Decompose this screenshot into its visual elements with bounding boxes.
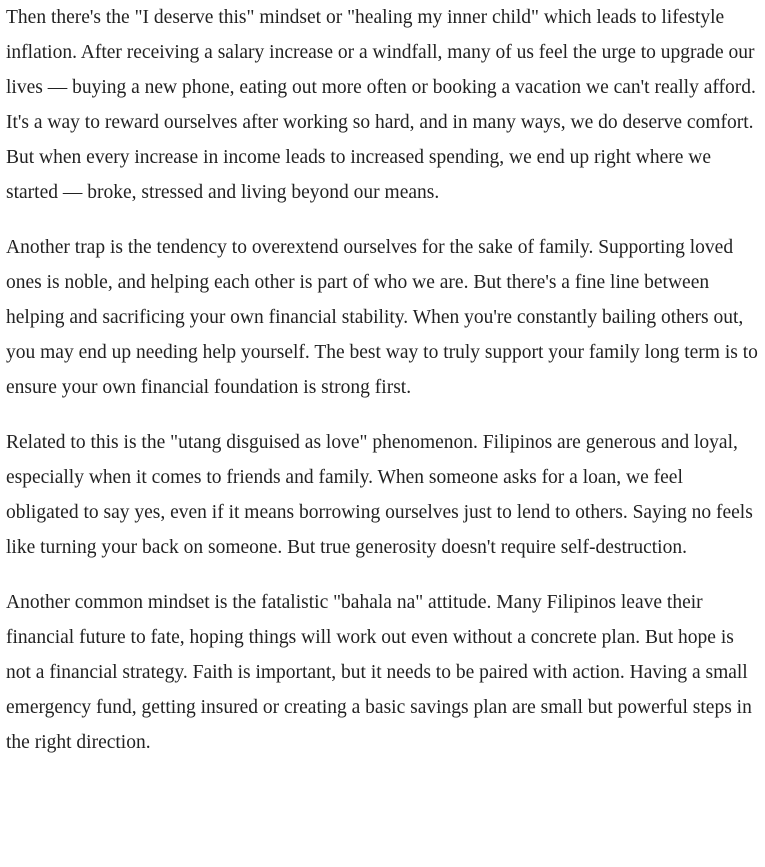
- article-paragraph-1: Then there's the "I deserve this" mindset or "healing my inner child" which leads to lifestyle inflation. After receiving a salary increase or a windfall, many of us feel the urge to upgrade our lives — buying a new phone, eating out more often or booking a vacation we can't really afford. It's a way to reward ourselves after working so hard, and in many ways, we do deserve comfort. But when every increase in income leads to increased spending, we end up right where we started — broke, stressed and living beyond our means.: [6, 7, 756, 203]
- article-paragraph-2: Another trap is the tendency to overextend ourselves for the sake of family. Supporting loved ones is noble, and helping each other is part of who we are. But there's a fine line between helping and sacrificing your own financial stability. When you're constantly bailing others out, you may end up needing help yourself. The best way to truly support your family long term is to ensure your own financial foundation is strong first.: [6, 237, 758, 398]
- article-paragraph-4: Another common mindset is the fatalistic "bahala na" attitude. Many Filipinos leave their financial future to fate, hoping things will work out even without a concrete plan. But hope is not a financial strategy. Faith is important, but it needs to be paired with action. Having a small emergency fund, getting insured or creating a basic savings plan are small but powerful steps in the right direction.: [6, 592, 752, 753]
- article-paragraph-3: Related to this is the "utang disguised as love" phenomenon. Filipinos are generous and loyal, especially when it comes to friends and family. When someone asks for a loan, we feel obligated to say yes, even if it means borrowing ourselves just to lend to others. Saying no feels like turning your back on someone. But true generosity doesn't require self-destruction.: [6, 432, 753, 558]
